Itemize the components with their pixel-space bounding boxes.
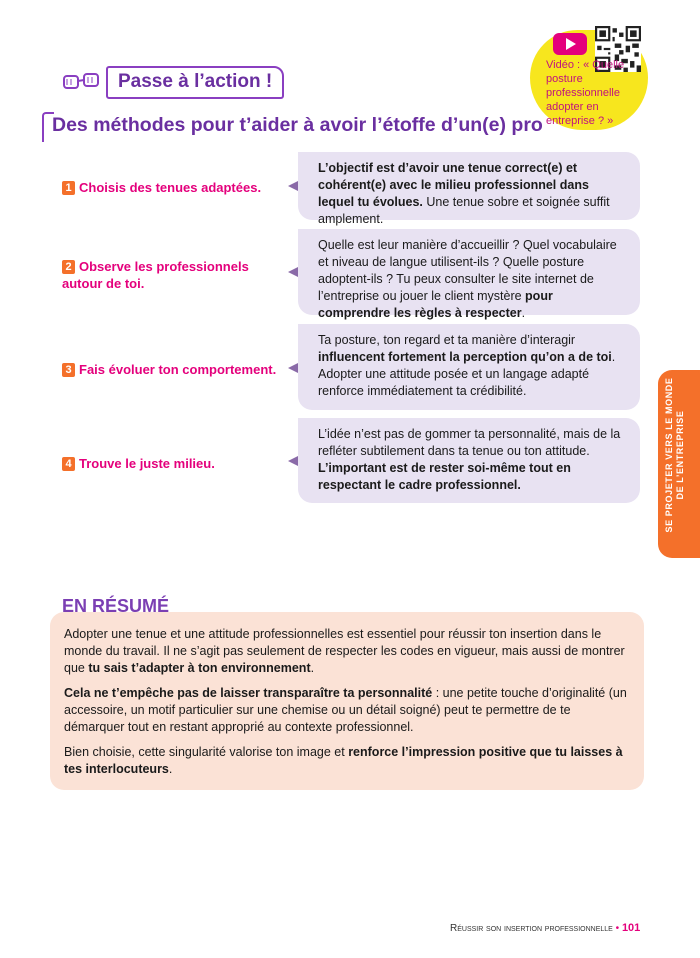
section-badge — [62, 66, 284, 99]
card-text-bold: L’objectif est d’avoir une tenue correct(e) et cohérent(e) avec le milieu professionnel dans lequel tu évolues. — [318, 161, 589, 209]
step-text: Choisis des tenues adaptées. — [79, 180, 262, 195]
play-icon[interactable] — [553, 33, 587, 55]
section-badge-label: Passe à l’action ! — [106, 66, 284, 99]
card-text: Quelle est leur manière d’accueillir ? Quel vocabulaire et niveau de langue utilisent-ils ? Quelle posture adoptent-ils ? Tu peux consulter le site internet de l’entreprise ou jouer le client mystère — [318, 238, 617, 303]
footer-separator: • — [615, 923, 620, 934]
card-text: L’idée n’est pas de gommer ta personnalité, mais de la refléter subtilement dans ta tenue ou ton attitude. — [318, 427, 621, 458]
chapter-tab-label: SE PROJETER VERS LE MONDE DE L’ENTREPRISE — [664, 377, 685, 533]
step-label — [62, 455, 215, 472]
page-number: 101 — [621, 922, 641, 934]
summary-paragraph: Cela ne t’empêche pas de laisser transparaître ta personnalité : une petite touche d’originalité (un accessoire, un motif particulier sur une chemise ou un détail soigné) peut te permettre de te démarquer tout en restant approprié au contexte professionnel. — [64, 686, 627, 734]
step-card — [298, 324, 640, 410]
step-number: 4 — [62, 457, 75, 471]
book-title: Réussir son insertion professionnelle — [450, 923, 613, 934]
binoculars-icon — [62, 70, 102, 96]
card-text: . — [521, 306, 526, 320]
card-text-bold: pour comprendre les règles à respecter — [318, 289, 553, 320]
card-text-bold: influencent fortement la perception qu’on a de toi — [318, 350, 612, 364]
summary-title: EN RÉSUMÉ — [62, 596, 170, 616]
step-label — [62, 361, 276, 378]
summary-paragraph: Adopter une tenue et une attitude professionnelles est essentiel pour réussir ton insertion dans le monde du travail. Il ne s’agit pas seulement de respecter les codes en vigueur, mais aussi de montrer que tu sais t’adapter à ton environnement. — [64, 627, 625, 675]
step-card — [298, 229, 640, 320]
card-text: Une tenue sobre et soignée suffit amplement. — [318, 195, 610, 226]
step-number: 2 — [62, 260, 75, 274]
step-text: Observe les professionnels autour de toi. — [62, 259, 249, 291]
summary-box — [50, 612, 644, 790]
page-title: Des méthodes pour t’aider à avoir l’étoffe d’un(e) pro — [52, 114, 543, 136]
step-label — [62, 258, 277, 292]
card-text: . Adopter une attitude posée et un langage adapté renforce immédiatement ta crédibilité. — [318, 350, 616, 398]
step-text: Fais évoluer ton comportement. — [79, 362, 277, 377]
step-label — [62, 179, 261, 196]
step-text: Trouve le juste milieu. — [79, 456, 215, 471]
step-card — [298, 152, 640, 226]
page-footer — [450, 922, 640, 934]
summary-paragraph: Bien choisie, cette singularité valorise ton image et renforce l’impression positive que tu laisses à tes interlocuteurs. — [64, 745, 623, 776]
card-text-bold: L’important est de rester soi-même tout en respectant le cadre professionnel. — [318, 461, 571, 492]
step-card — [298, 418, 640, 503]
card-text: Ta posture, ton regard et ta manière d’interagir — [318, 333, 576, 347]
step-number: 3 — [62, 363, 75, 377]
video-caption: Vidéo : « Quelle posture professionnelle adopter en entreprise ? » — [546, 59, 625, 127]
step-number: 1 — [62, 181, 75, 195]
